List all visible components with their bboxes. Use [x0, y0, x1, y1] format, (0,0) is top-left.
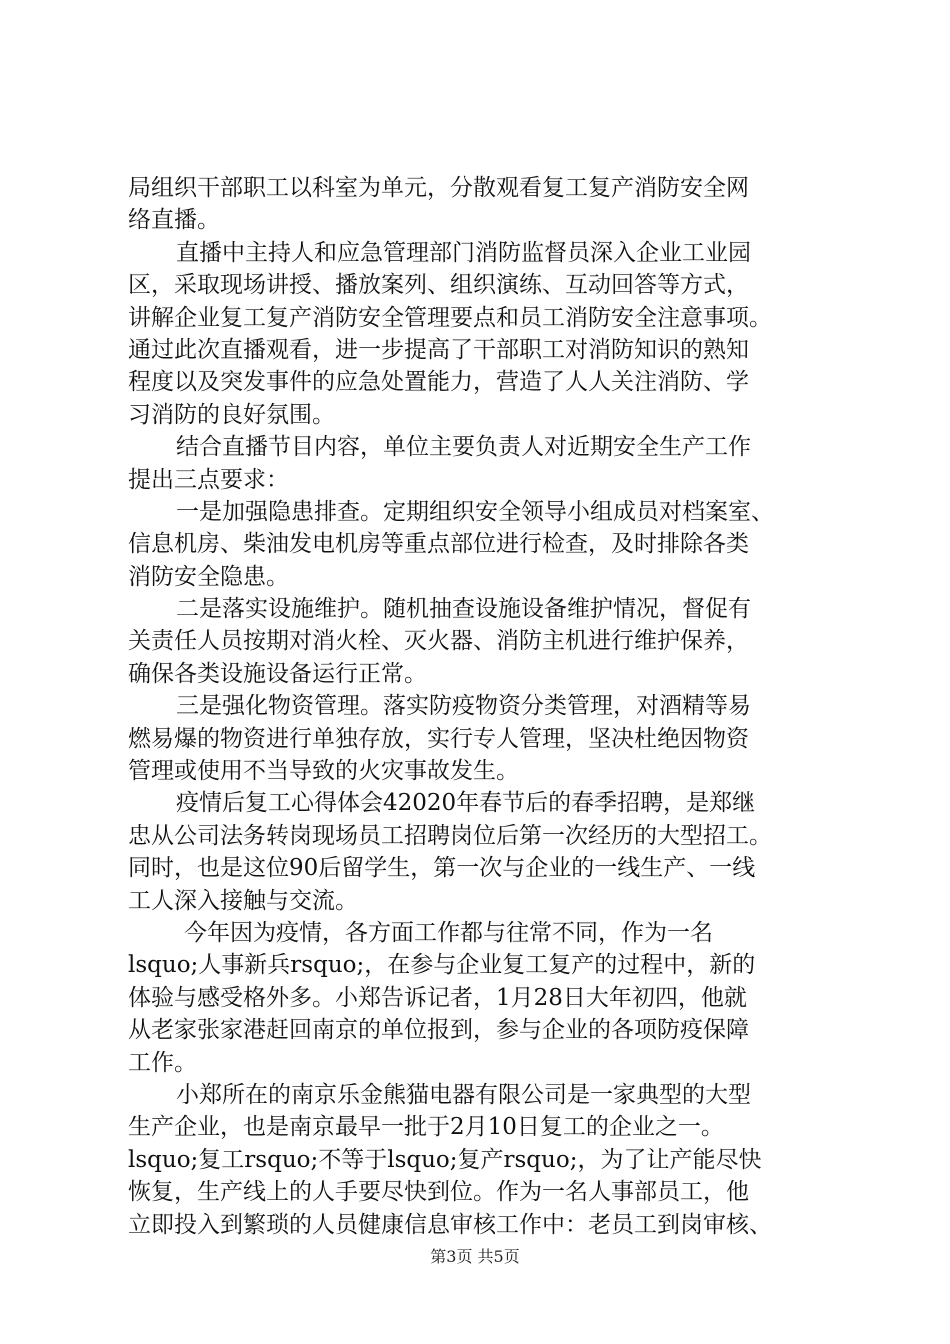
text-line: 区，采取现场讲授、播放案列、组织演练、互动回答等方式， [128, 272, 749, 299]
text-line: 体验与感受格外多。小郑告诉记者，1月28日大年初四，他就 [128, 984, 747, 1011]
text-line: 恢复，生产线上的人手要尽快到位。作为一名人事部员工，他 [128, 1179, 749, 1206]
text-line: 确保各类设施设备运行正常。 [128, 660, 427, 687]
page-number-footer: 第3页 共5页 [430, 1247, 520, 1266]
text-line: 立即投入到繁琐的人员健康信息审核工作中：老员工到岗审核、 [128, 1211, 772, 1238]
text-line: 小郑所在的南京乐金熊猫电器有限公司是一家典型的大型 [176, 1081, 751, 1108]
text-line: 络直播。 [128, 207, 220, 234]
text-line: 工人深入接触与交流。 [128, 887, 358, 914]
text-line: 三是强化物资管理。落实防疫物资分类管理，对酒精等易 [176, 693, 751, 720]
text-line: 消防安全隐患。 [128, 563, 289, 590]
text-line: 生产企业，也是南京最早一批于2月10日复工的企业之一。 [128, 1114, 724, 1141]
text-line: lsquo;人事新兵rsquo;，在参与企业复工复产的过程中，新的 [128, 952, 756, 979]
text-line: lsquo;复工rsquo;不等于lsquo;复产rsquo;，为了让产能尽快 [128, 1146, 762, 1173]
text-line: 关责任人员按期对消火栓、灭火器、消防主机进行维护保养， [128, 628, 749, 655]
text-line: 二是落实设施维护。随机抽查设施设备维护情况，督促有 [176, 596, 751, 623]
text-line: 信息机房、柴油发电机房等重点部位进行检查，及时排除各类 [128, 531, 749, 558]
text-line: 燃易爆的物资进行单独存放，实行专人管理，坚决杜绝因物资 [128, 725, 749, 752]
text-line: 直播中主持人和应急管理部门消防监督员深入企业工业园 [176, 239, 751, 266]
text-line: 讲解企业复工复产消防安全管理要点和员工消防安全注意事项。 [128, 304, 772, 331]
text-line: 结合直播节目内容，单位主要负责人对近期安全生产工作 [176, 434, 751, 461]
text-line: 同时，也是这位90后留学生，第一次与企业的一线生产、一线 [128, 855, 756, 882]
text-line: 从老家张家港赶回南京的单位报到，参与企业的各项防疫保障 [128, 1017, 749, 1044]
text-line: 今年因为疫情，各方面工作都与往常不同，作为一名 [184, 919, 713, 946]
text-line: 程度以及突发事件的应急处置能力，营造了人人关注消防、学 [128, 369, 749, 396]
text-line: 习消防的良好氛围。 [128, 401, 335, 428]
text-line: 一是加强隐患排查。定期组织安全领导小组成员对档案室、 [176, 498, 774, 525]
text-line: 疫情后复工心得体会42020年春节后的春季招聘，是郑继 [176, 790, 756, 817]
text-line: 通过此次直播观看，进一步提高了干部职工对消防知识的熟知 [128, 336, 749, 363]
text-line: 局组织干部职工以科室为单元，分散观看复工复产消防安全网 [128, 175, 749, 201]
text-line: 忠从公司法务转岗现场员工招聘岗位后第一次经历的大型招工。 [128, 822, 772, 849]
text-line: 工作。 [128, 1049, 197, 1076]
text-line: 管理或使用不当导致的火灾事故发生。 [128, 758, 519, 785]
body-text [128, 172, 858, 1241]
text-line: 提出三点要求： [128, 466, 289, 493]
